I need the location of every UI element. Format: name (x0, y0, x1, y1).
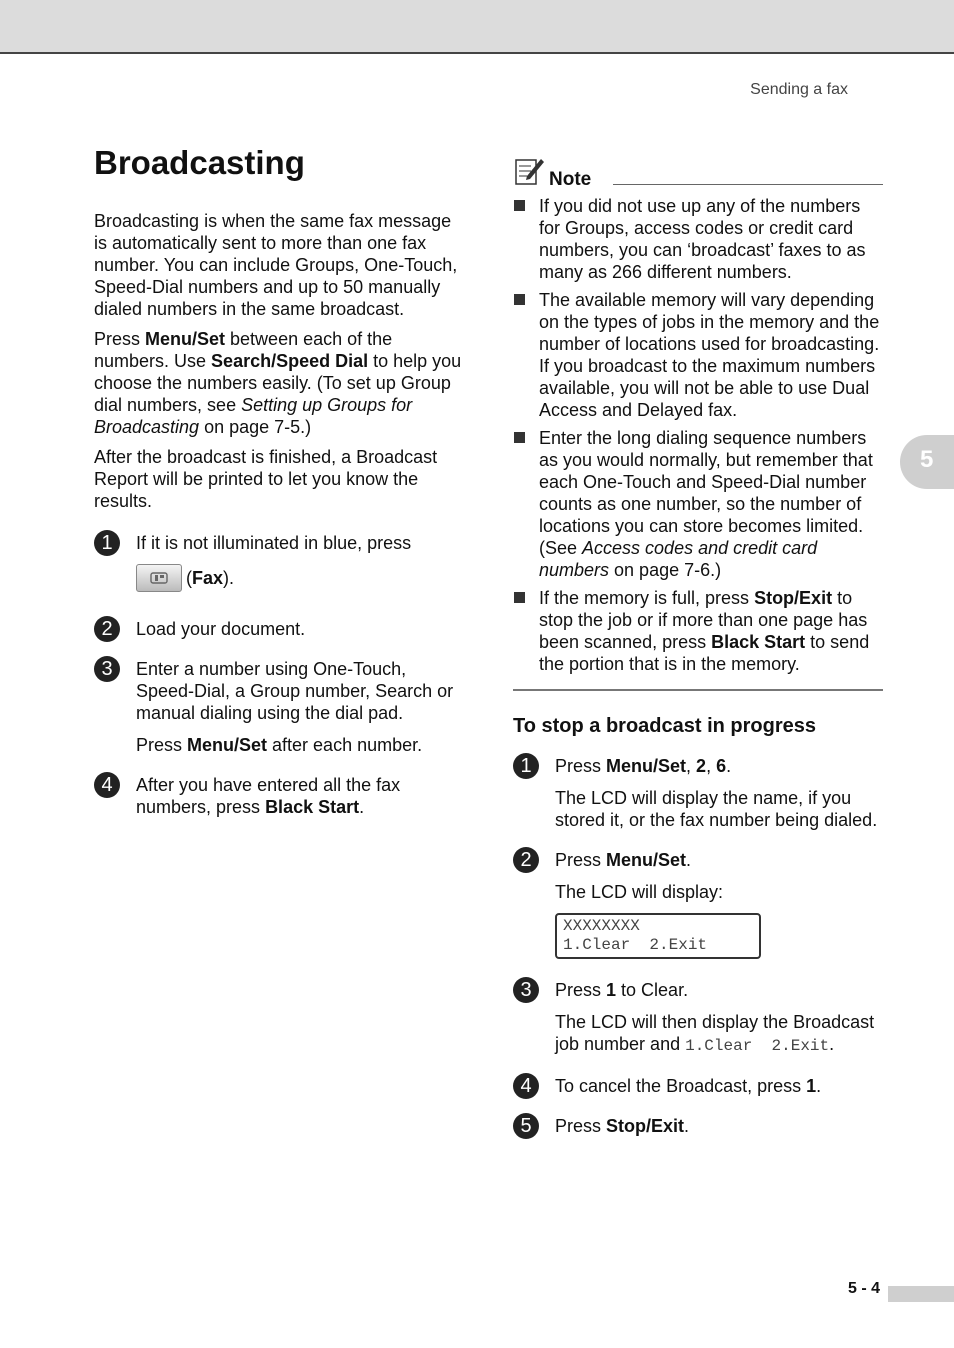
bullet-square-icon (514, 294, 525, 305)
stop-step-3 (513, 979, 883, 1057)
step-subtext: The LCD will then display the Broadcast job number and 1.Clear 2.Exit. (555, 1012, 875, 1055)
lcd-line-2: 1.Clear 2.Exit (563, 936, 708, 954)
step-1 (94, 532, 464, 592)
stop-step-2 (513, 849, 883, 959)
page-number-bar (888, 1286, 954, 1302)
step-text: Press Menu/Set, 2, 6. (555, 756, 732, 776)
step-number: 2 (513, 847, 539, 873)
step-3 (94, 658, 464, 756)
step-number: 3 (94, 656, 120, 682)
stop-step-4 (513, 1075, 883, 1097)
note-item: If the memory is full, press Stop/Exit to stop the job or if more than one page has been scanned, press Black Start to send the portion that is in the memory. (513, 587, 883, 675)
report-paragraph: After the broadcast is finished, a Broadcast Report will be printed to let you know the results. (94, 447, 438, 511)
step-number: 4 (513, 1073, 539, 1099)
step-text: Load your document. (136, 619, 306, 639)
section-heading: To stop a broadcast in progress (513, 715, 817, 737)
note-item: The available memory will vary depending on the types of jobs in the memory and the number of locations used for broadcasting. If you broadcast to the maximum numbers available, you will not be able to use Dual Access and Delayed fax. (513, 289, 883, 421)
step-text: After you have entered all the fax numbers, press Black Start. (136, 775, 401, 817)
top-band (0, 0, 954, 54)
step-subtext: The LCD will display: (555, 882, 724, 902)
fax-key-line (136, 564, 464, 592)
step-text: To cancel the Broadcast, press 1. (555, 1076, 822, 1096)
page-title: Broadcasting (94, 144, 305, 181)
note-item: Enter the long dialing sequence numbers as you would normally, but remember that each One-Touch and Speed-Dial number counts as one number, so the number of locations you can store becomes limited. (See Access codes and credit card numbers on page 7-6.) (513, 427, 883, 581)
step-subtext: Press Menu/Set after each number. (136, 735, 423, 755)
step-text: Press 1 to Clear. (555, 980, 689, 1000)
left-column (94, 140, 464, 828)
bullet-square-icon (514, 592, 525, 603)
note-item: If you did not use up any of the numbers for Groups, access codes or credit card numbers, you can ‘broadcast’ faxes to as many as 266 different numbers. (513, 195, 883, 283)
step-number: 5 (513, 1113, 539, 1139)
bullet-square-icon (514, 432, 525, 443)
step-text: Press Stop/Exit. (555, 1116, 690, 1136)
step-text: Press Menu/Set. (555, 850, 692, 870)
fax-key-icon (136, 564, 182, 592)
lcd-line-1: XXXXXXXX (563, 917, 640, 935)
chapter-tab (900, 435, 954, 489)
step-text: If it is not illuminated in blue, press (136, 533, 412, 553)
note-label: Note (549, 169, 592, 190)
step-number: 1 (513, 753, 539, 779)
step-4 (94, 774, 464, 818)
step-subtext: The LCD will display the name, if you stored it, or the fax number being dialed. (555, 788, 878, 830)
step-number: 3 (513, 977, 539, 1003)
section-divider (513, 689, 883, 691)
note-list (513, 195, 883, 675)
step-text: Enter a number using One-Touch, Speed-Dial, a Group number, Search or manual dialing using the dial pad. (136, 659, 454, 723)
step-number: 2 (94, 616, 120, 642)
fax-key-label: (Fax). (186, 568, 235, 588)
chapter-number: 5 (920, 446, 934, 473)
stop-step-1 (513, 755, 883, 831)
right-column (513, 156, 883, 1147)
running-header: Sending a fax (750, 81, 848, 98)
bullet-square-icon (514, 200, 525, 211)
page-number: 5 - 4 (847, 1280, 880, 1297)
menu-set-paragraph: Press Menu/Set between each of the numbers. Use Search/Speed Dial to help you choose the numbers easily. (To set up Group dial numbers, see Setting up Groups for Broadcasting on page 7-5.) (94, 329, 462, 437)
stop-step-5 (513, 1115, 883, 1137)
step-number: 1 (94, 530, 120, 556)
step-number: 4 (94, 772, 120, 798)
note-pencil-icon (513, 156, 545, 191)
note-header (513, 156, 883, 191)
intro-paragraph: Broadcasting is when the same fax message is automatically sent to more than one fax number. You can include Groups, One-Touch, Speed-Dial numbers and up to 50 manually dialed numbers in the same broadcast. (94, 211, 458, 319)
lcd-display (555, 913, 761, 959)
step-2 (94, 618, 464, 640)
note-rule (613, 184, 883, 185)
